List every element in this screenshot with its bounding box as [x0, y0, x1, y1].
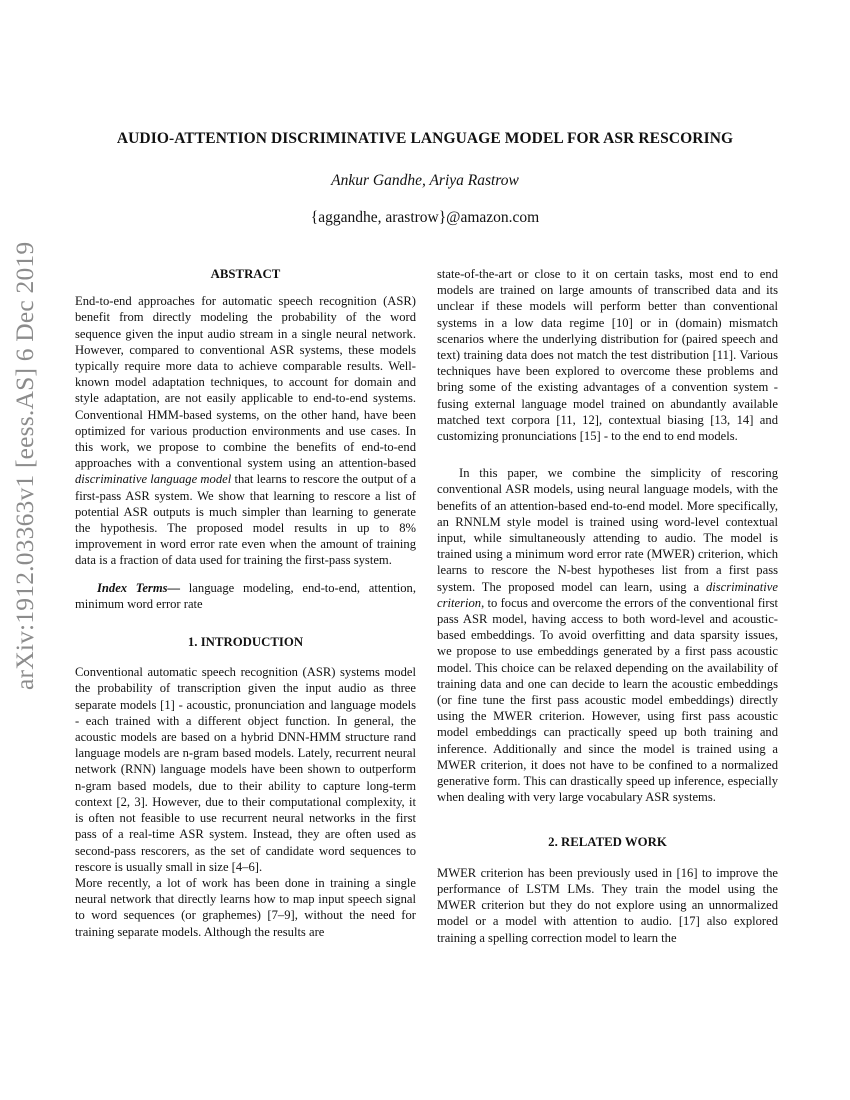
- arxiv-identifier: [0, 241, 60, 690]
- intro-paragraph-3-part-a: In this paper, we combine the simplicity of rescoring conventional ASR models, using neural language models, with the benefits of an attention-based end-to-end model. More specifically, an RNNLM style model is trained using word-level contextual input, while simultaneously attending to audio. The model is trained using a minimum word error rate (MWER) criterion, which learns to rescore the N-best hypotheses list from a first pass system. The proposed model can learn, using a: [437, 466, 778, 594]
- introduction-heading: 1. INTRODUCTION: [187, 635, 304, 650]
- paper-title: AUDIO-ATTENTION DISCRIMINATIVE LANGUAGE MODEL FOR ASR RESCORING: [116, 130, 734, 147]
- paper-authors: Ankur Gandhe, Ariya Rastrow: [331, 172, 519, 189]
- abstract-text-part-1: End-to-end approaches for automatic speech recognition (ASR) benefit from directly modeling the probability of the word sequence given the input audio stream in a single neural network. However, compared to conventional ASR systems, these models typically require more data to achieve comparable results. Well-known model adaptation techniques, to account for domain and style adaptation, are not easily applicable to end-to-end systems. Conventional HMM-based systems, on the other hand, have been optimized for various production environments and use cases. In this work, we propose to combine the benefits of end-to-end approaches with a conventional system using an attention-based: [75, 294, 416, 471]
- intro-paragraph-2: More recently, a lot of work has been done in training a single neural network that directly learns how to map input speech signal to word sequences (or graphemes) [7–9], without the need for training separate models. Although the results are: [75, 875, 416, 939]
- right-column: [437, 266, 778, 946]
- intro-paragraph-3-emphasis: discriminative criterion: [437, 579, 778, 610]
- intro-paragraph-3-part-b: , to focus and overcome the errors of the conventional first pass ASR model, having access to both word-level and acoustic-based embeddings. To avoid overfitting and data sparsity issues, we propose to use embeddings generated by a first pass acoustic model. This choice can be relaxed depending on the availability of training data and one can decide to learn the acoustic embeddings (or fine tune the first pass acoustic model embeddings) directly using the MWER criterion. However, using first pass acoustic model embeddings can practically speed up both training and inference. Additionally and since the model is trained using a MWER criterion, it does not have to be confined to a normalized generative form. This can drastically speed up inference, especially when dealing with very large vocabulary ASR systems.: [437, 595, 778, 805]
- index-terms-label: Index Terms—: [97, 580, 181, 595]
- left-column: [75, 266, 416, 940]
- related-work-heading: 2. RELATED WORK: [548, 834, 667, 849]
- intro-paragraph-3: [437, 465, 778, 805]
- intro-paragraph-2-continued: state-of-the-art or close to it on certain tasks, most end to end models are trained on large amounts of transcribed data and its unclear if these models will perform better than conventional systems in a low data regime [10] or in (domain) mismatch scenarios where the underlying distribution for (paired speech and text) training data does not match the test distribution [11]. Various techniques have been explored to overcome these problems and bring some of the existing advantages of a convention system - fusing external language model trained on abundantly available matched text corpora [11, 12], contextual biasing [13, 14] and customizing pronunciations [15] - to the end to end models.: [437, 267, 778, 444]
- related-work-paragraph-1: MWER criterion has been previously used in [16] to improve the performance of LSTM LMs. They train the model using the MWER criterion but they do not explore using an unnormalized model or a model with attention to audio. [17] also explored training a spelling correction model to learn the: [437, 865, 778, 945]
- abstract-heading: ABSTRACT: [210, 267, 281, 281]
- arxiv-id-text: arXiv:1912.03363v1 [eess.AS] 6 Dec 2019: [10, 241, 39, 690]
- index-terms-text: language modeling, end-to-end, attention, minimum word error rate: [75, 580, 416, 611]
- abstract-emphasis: discriminative language model: [75, 472, 232, 487]
- abstract-text-part-2: that learns to rescore the output of a first-pass ASR system. We show that learning to rescore a list of potential ASR outputs is much simpler than learning to generate the hypothesis. The proposed model results in up to 8% improvement in word error rate even when the amount of training data is a fraction of data used for training the first-pass system.: [75, 472, 417, 568]
- abstract-text: [75, 293, 416, 568]
- author-email: {aggandhe, arastrow}@amazon.com: [310, 209, 540, 226]
- intro-paragraph-1: Conventional automatic speech recognition (ASR) systems model the probability of transcription given the input audio as three separate models [1] - acoustic, pronunciation and language models - each trained with a different object function. In general, the acoustic models are based on a hybrid DNN-HMM structure rand language models are n-gram based models. Lately, recurrent neural network (RNN) language models have been shown to outperform n-gram based models, due to their ability to capture long-term context [2, 3]. However, due to their computational complexity, it is often not feasible to use recurrent neural networks in the first pass of a real-time ASR system. Instead, they are often used as second-pass rescorers, as the set of candidate word sequences to rescore is usually small in size [4–6].: [75, 665, 416, 874]
- index-terms: [75, 580, 416, 612]
